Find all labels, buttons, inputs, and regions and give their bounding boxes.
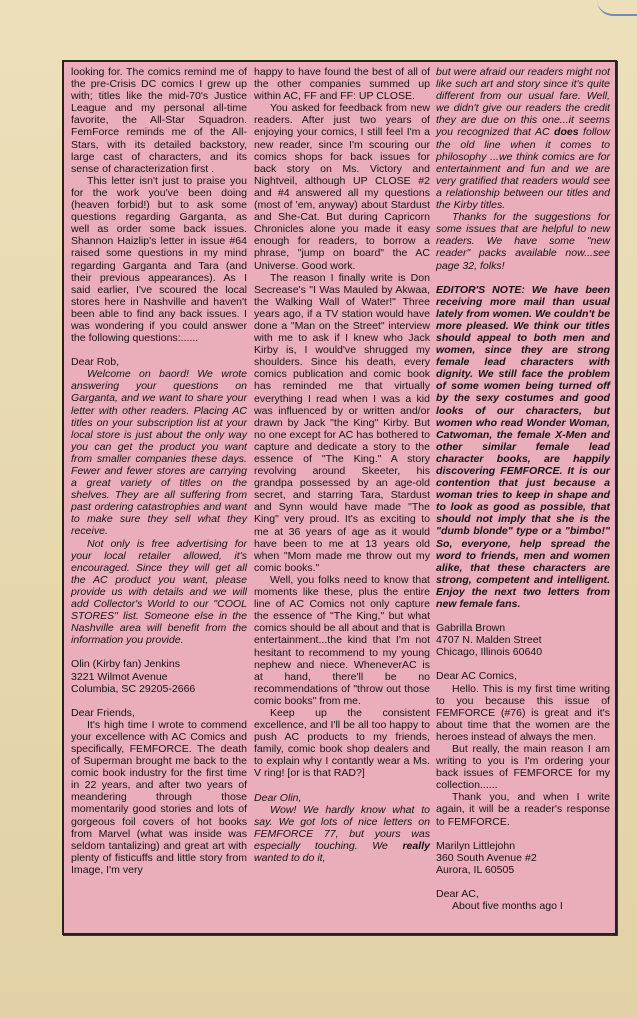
signature-street: 4707 N. Malden Street [436, 634, 542, 647]
column-2 [254, 66, 430, 864]
reply-text: wanted to do it, [254, 852, 326, 864]
letter3-paragraph: Thank you, and when I write again, it will be a reader's response to FEMFORCE. [436, 791, 610, 828]
reply-paragraph: Not only is free advertising for your local retailer allowed, it's encouraged. Since they will get all the AC product you want, please provide us with details and we will add Collector's World to our "COOL STORES" list. Someone else in the Nashville area will benefit from the information you provide. [71, 537, 247, 647]
reply-salutation: Dear Olin, [254, 791, 302, 804]
editors-note [436, 284, 610, 611]
letter3-salutation: Dear AC Comics, [436, 670, 517, 683]
letter4-salutation: Dear AC, [436, 887, 479, 900]
column-1 [71, 66, 247, 876]
signature-city: Columbia, SC 29205-2666 [71, 682, 196, 695]
reply-paragraph: Thanks for the suggestions for some issues that are helpful to new readers. We have some "new reader" packs available now...see page 32, folks! [436, 211, 610, 272]
reply-text: follow the old line when it comes to philosophy ...we think comics are for entertainment and fun and we are very gratified that readers would see a relationship between our titles and the Kirby titles. [436, 126, 610, 212]
signature-name: Olin (Kirby fan) Jenkins [71, 658, 181, 671]
reply-emphasis: does [554, 126, 579, 139]
reply-text: Wow! We hardly know what to say. We got lots of nice letters on FEMFORCE 77, but yours was especially touching. We [254, 803, 430, 852]
column-3 [436, 66, 610, 912]
reply-text: but were afraid our readers might not like such art and story since it's quite different from our usual fare. Well, we didn't give our readers the credit they are due on this one...it seems you recognized that AC [436, 66, 610, 139]
letters-panel [62, 60, 617, 935]
editors-note-label: EDITOR'S NOTE: [436, 283, 525, 296]
letter3-paragraph: But really, the main reason I am writing to you is I'm ordering your back issues of FEMFORCE for my collection...... [436, 742, 610, 792]
signature-city: Chicago, Illinois 60640 [436, 646, 543, 659]
editors-note-text: We have been receiving more mail than usual lately from women. We couldn't be more pleased. We think our titles should appeal to both men and women, since they are strong female lead characters with dignity. We still face the problem of some women being turned off by the sexy costumes and good looks of our characters, but women who read Wonder Woman, Catwoman, the female X-Men and other similar female lead character books, are happily discovering FEMFORCE. It is our contention that just because a woman tries to keep in shape and to look as good as possible, that should not imply that she is the "dumb blonde" type or a "bimbo!" So, everyone, help spread the word to friends, men and women alike, that these characters are strong, competent and intelligent. Enjoy the next two letters from new female fans. [436, 283, 611, 611]
reply-paragraph [436, 66, 610, 211]
letter2-paragraph: The reason I finally write is Don Secrease's "I Was Mauled by Akwaa, the Walking Wall of Water!" Three years ago, if a TV station would have done a "Man on the Street" interview with me to ask if I knew who Jack Kirby is, I would've shrugged my shoulders. Since his death, every comics publication and comic book has reminded me that virtually everything I read when I was a kid was influenced by or written and/or drawn by Jack "the King" Kirby. But no one except for AC has bothered to capture and dedicate a story to the essence of "The King." A story revolving around Skeeter, his grandpa possessed by an age-old secret, and starring Tara, Stardust and Synn would have made "The King" very proud. It's as exciting to me at 36 years of age as it would have been to me at 13 years old when "Mom made me throw out my comic books." [254, 271, 430, 574]
signature-city: Aurora, IL 60505 [436, 863, 515, 876]
reply-paragraph [254, 804, 430, 864]
signature-street: 360 South Avenue #2 [436, 851, 537, 864]
letter2-paragraph: happy to have found the best of all of the other companies summed up within AC, FF and FF: UP CLOSE. [254, 66, 430, 103]
signature-name: Marilyn Littlejohn [436, 839, 516, 852]
letter1-paragraph: looking for. The comics remind me of the pre-Crisis DC comics I grew up with; titles like the mid-70's Justice League and my personal all-time favorite, the All-Star Squadron. FemForce reminds me of the All-Stars, with its detailed backstory, large cast of characters, and its sense of characterization first . [71, 66, 247, 175]
signature-name: Gabrilla Brown [436, 622, 506, 635]
letter2-paragraph: Keep up the consistent excellence, and I'll be all too happy to push AC products to my friends, family, comic book shop dealers and to explain why I contantly wear a Ms. V ring! [or is that RAD?] [254, 706, 430, 780]
reply-emphasis: really [402, 839, 430, 852]
signature-street: 3221 Wilmot Avenue [71, 670, 168, 683]
letter2-paragraph: It's high time I wrote to commend your excellence with AC Comics and specifically, FEMFORCE. The death of Superman brought me back to the comic book industry for the first time in 22 years, and after two years of meandering through those momentarily good stories and lots of gorgeous foil covers of hot books from Marvel (what was inside was seldom tantalizing) and great art with plenty of fisticuffs and little story from Image, I'm very [71, 718, 247, 876]
letter1-paragraph: This letter isn't just to praise you for the work you've been doing (heaven forbid!) but to ask some questions regarding Garganta, as well as order some back issues. Shannon Haizlip's letter in issue #64 raised some questions in my mind regarding Garganta and Tara (and their previous appearances). As I said earlier, I've scoured the local stores here in Nashville and haven't been able to find any back issues. I was wondering if you could answer the following questions:...... [71, 174, 247, 345]
letter3-paragraph: Hello. This is my first time writing to you because this issue of FEMFORCE (#76) is great and it's about time that the women are the heroes instead of always the men. [436, 682, 610, 743]
letter2-paragraph: You asked for feedback from new readers. After just two years of enjoying your comics, I still feel I'm a new reader, since I'm scouring our comics shops for back issues for back story on Ms. Victory and Nightveil, although UP CLOSE #2 and #4 answered all my questions (most of 'em, anyway) about Stardust and She-Cat. But during Capricorn Chronicles alone you made it easy enough for readers, to borrow a phrase, "jump on board" the AC Universe. Good work. [254, 102, 430, 272]
letter2-paragraph: Well, you folks need to know that moments like these, plus the entire line of AC Comics not only capture the essence of "The King," but what comics should be all about and that is entertainment...the kind that I'm not hesitant to recommend to my young nephew and niece. WheneverAC is at hand, there'll be no recommendations of "throw out those comic books" from me. [254, 573, 430, 707]
letter4-paragraph: About five months ago I [452, 900, 563, 912]
letter2-salutation: Dear Friends, [71, 706, 135, 719]
reply-paragraph: Welcome on baord! We wrote answering your questions on Garganta, and we want to share your letter with other readers. Placing AC titles on your subscription list at your local store is just about the only way you can get the product you want from smaller companies these days. Fewer and fewer stores are carrying a great variety of titles on the shelves. They are all suffering from past ordering catastrophies and want to make sure they sell what they receive. [71, 368, 247, 538]
reply-salutation: Dear Rob, [71, 356, 120, 369]
